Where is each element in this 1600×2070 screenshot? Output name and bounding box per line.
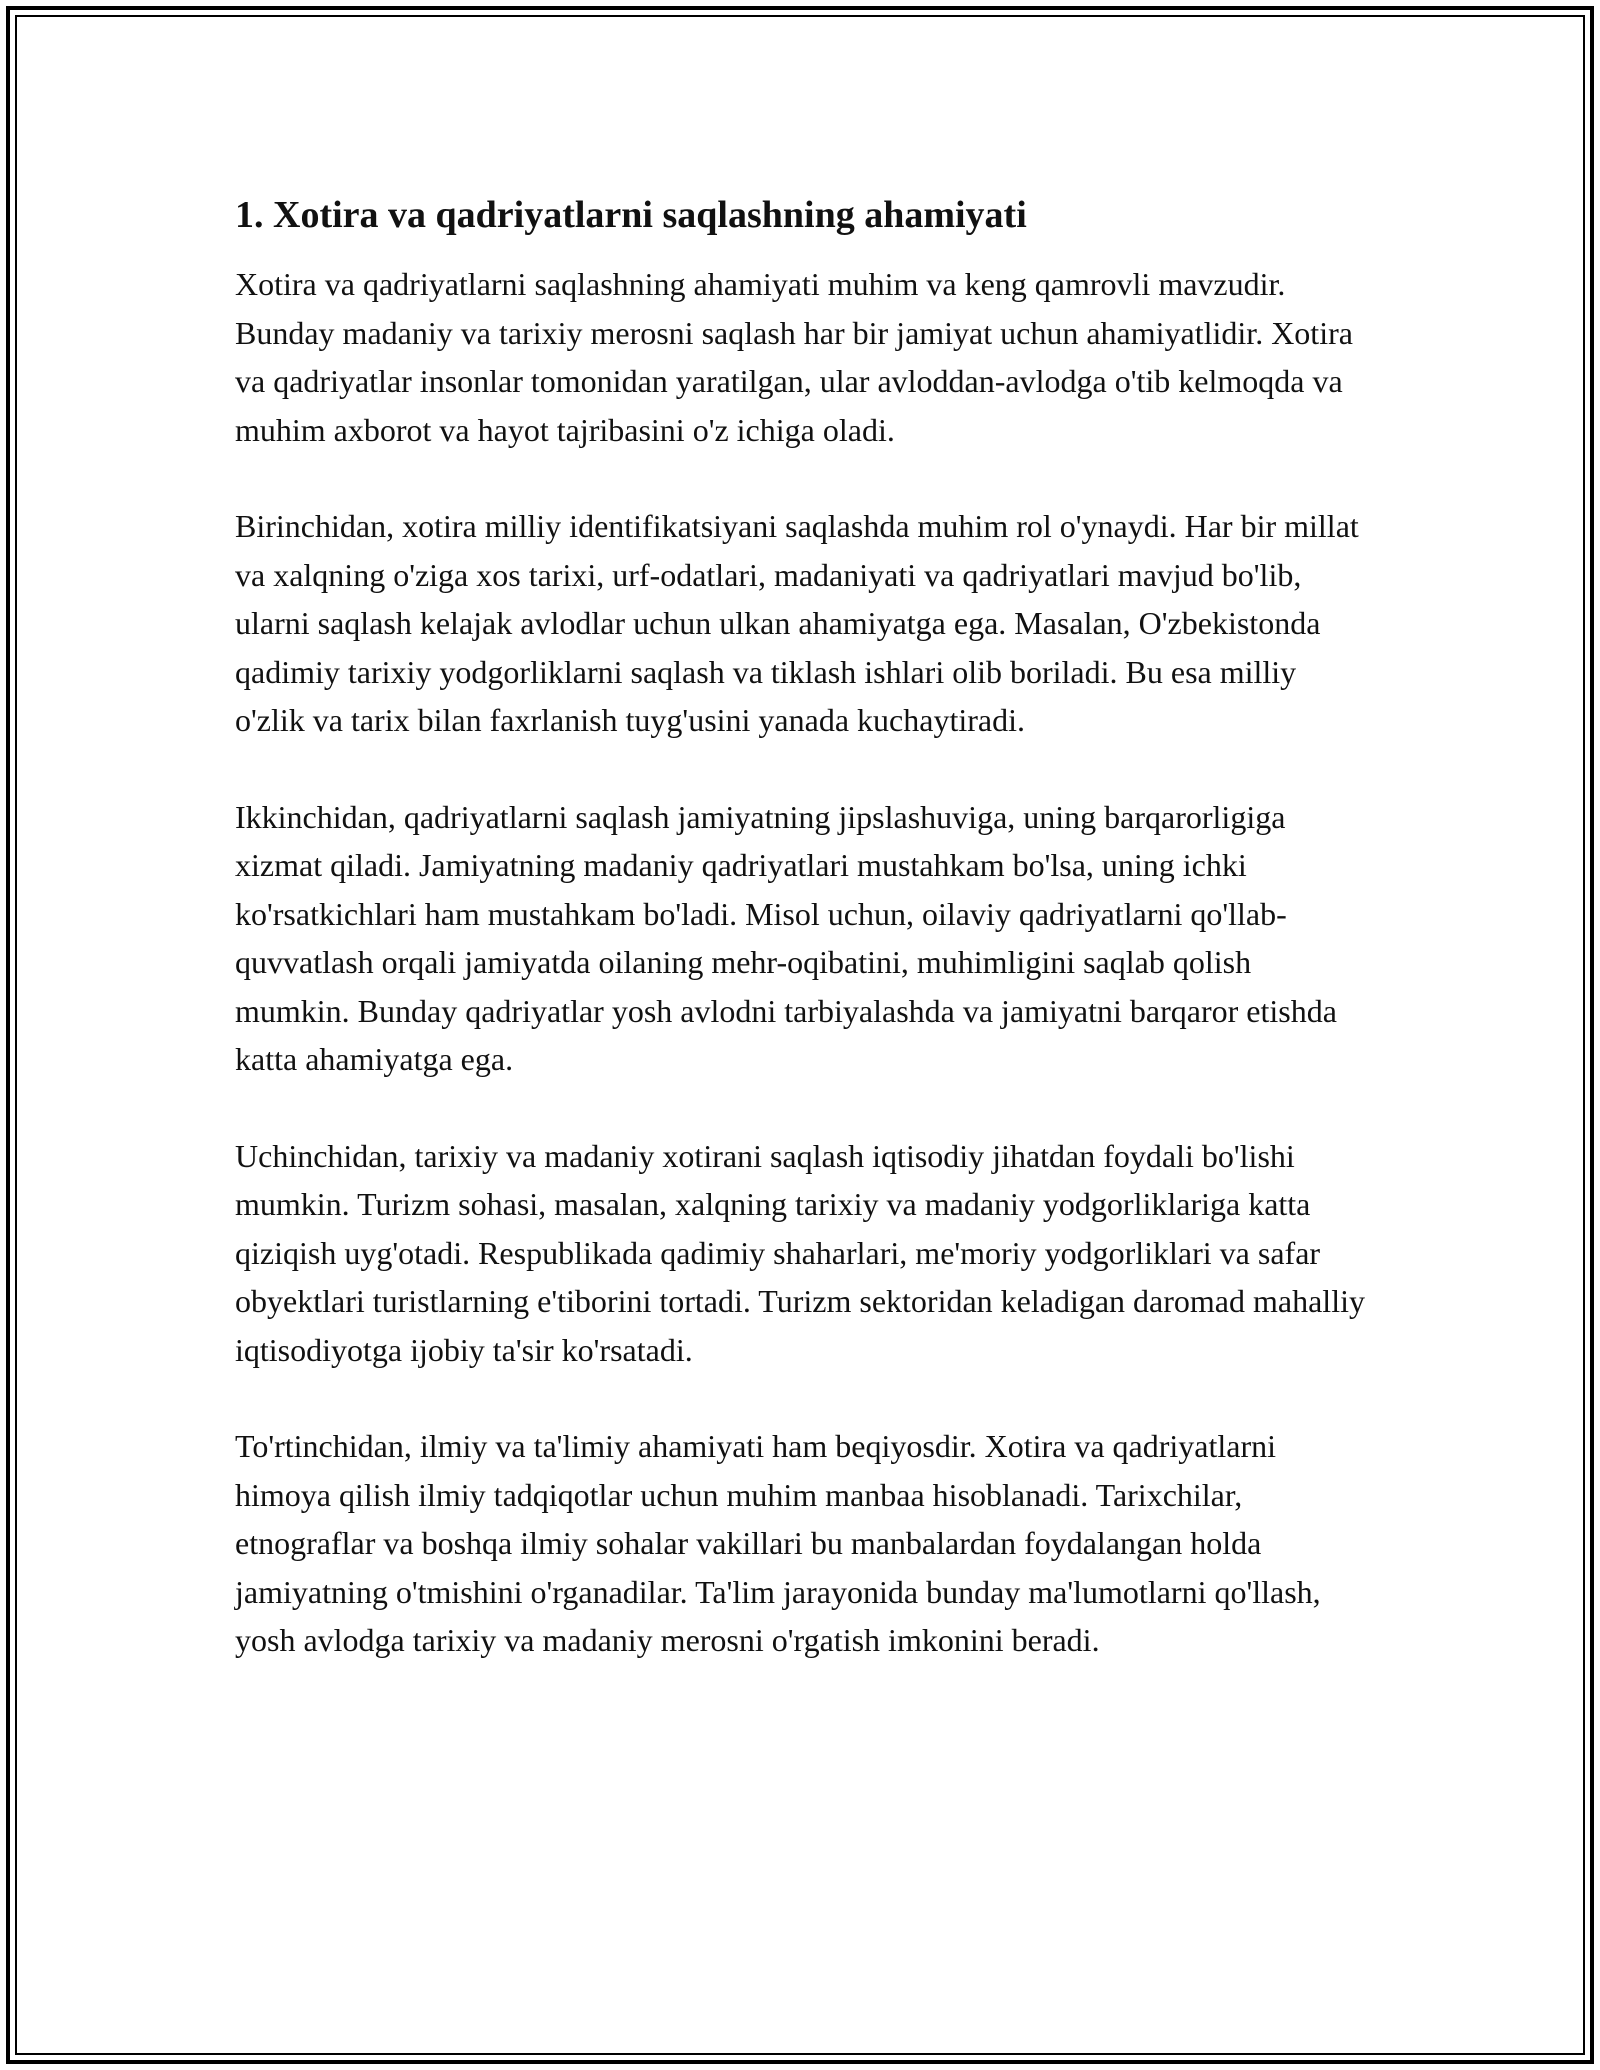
document-body <box>235 190 1365 1713</box>
paragraph-intro: Xotira va qadriyatlarni saqlashning ahamiyati muhim va keng qamrovli mavzudir. Bunday madaniy va tarixiy merosni saqlash har bir jamiyat uchun ahamiyatlidir. Xotira va qadriyatlar insonlar tomonidan yaratilgan, ular avloddan-avlodga o'tib kelmoqda va muhim axborot va hayot tajribasini o'z ichiga oladi. <box>235 266 1353 448</box>
paragraph-third: Uchinchidan, tarixiy va madaniy xotirani saqlash iqtisodiy jihatdan foydali bo'lishi mumkin. Turizm sohasi, masalan, xalqning tarixiy va madaniy yodgorliklariga katta qiziqish uyg'otadi. Respublikada qadimiy shaharlari, me'moriy yodgorliklari va safar obyektlari turistlarning e'tiborini tortadi. Turizm sektoridan keladigan daromad mahalliy iqtisodiyotga ijobiy ta'sir ko'rsatadi. <box>235 1137 1365 1368</box>
paragraph-fourth: To'rtinchidan, ilmiy va ta'limiy ahamiyati ham beqiyosdir. Xotira va qadriyatlarni himoya qilish ilmiy tadqiqotlar uchun muhim manbaa hisoblanadi. Tarixchilar, etnograflar va boshqa ilmiy sohalar vakillari bu manbalardan foydalangan holda jamiyatning o'tmishini o'rganadilar. Ta'lim jarayonida bunday ma'lumotlarni qo'llash, yosh avlodga tarixiy va madaniy merosni o'rgatish imkonini beradi. <box>235 1428 1321 1658</box>
section-heading: 1. Xotira va qadriyatlarni saqlashning ahamiyati <box>235 194 1027 236</box>
paragraph-second: Ikkinchidan, qadriyatlarni saqlash jamiyatning jipslashuviga, uning barqarorligiga xizmat qiladi. Jamiyatning madaniy qadriyatlari mustahkam bo'lsa, uning ichki ko'rsatkichlari ham mustahkam bo'ladi. Misol uchun, oilaviy qadriyatlarni qo'llab-quvvatlash orqali jamiyatda oilaning mehr-oqibatini, muhimligini saqlab qolish mumkin. Bunday qadriyatlar yosh avlodni tarbiyalashda va jamiyatni barqaror etishda katta ahamiyatga ega. <box>235 798 1337 1077</box>
paragraph-first: Birinchidan, xotira milliy identifikatsiyani saqlashda muhim rol o'ynaydi. Har bir millat va xalqning o'ziga xos tarixi, urf-odatlari, madaniyati va qadriyatlari mavjud bo'lib, ularni saqlash kelajak avlodlar uchun ulkan ahamiyatga ega. Masalan, O'zbekistonda qadimiy tarixiy yodgorliklarni saqlash va tiklash ishlari olib boriladi. Bu esa milliy o'zlik va tarix bilan faxrlanish tuyg'usini yanada kuchaytiradi. <box>235 508 1359 738</box>
